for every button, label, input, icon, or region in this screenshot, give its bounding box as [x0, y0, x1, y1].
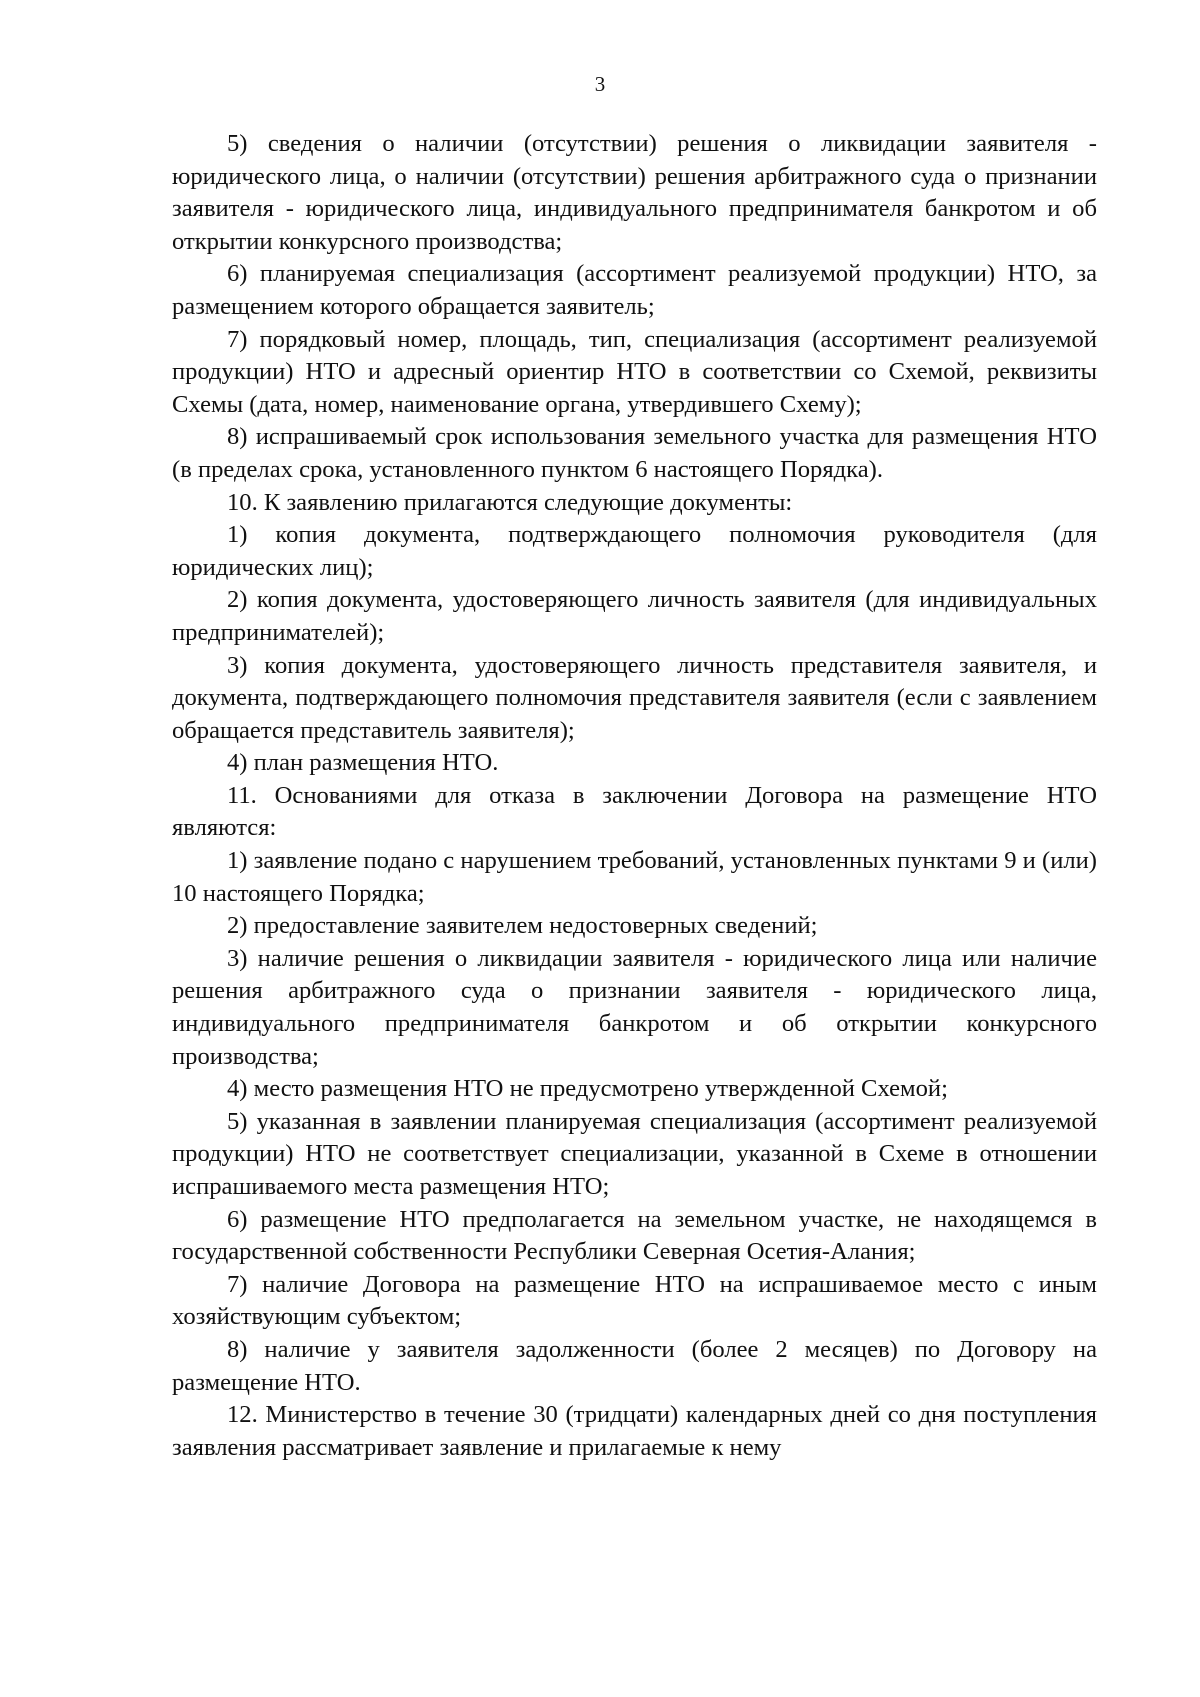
- paragraph-clause-11: 11. Основаниями для отказа в заключении Договора на размещение НТО являются:: [172, 781, 1097, 842]
- paragraph-clause-11-item-5: 5) указанная в заявлении планируемая специализация (ассортимент реализуемой продукции) НТО не соответствует специализации, указанной в Схеме в отношении испрашиваемого места размещения НТО;: [172, 1107, 1097, 1200]
- paragraph-clause-10-item-1: 1) копия документа, подтверждающего полномочия руководителя (для юридических лиц);: [172, 521, 1097, 581]
- paragraph-clause-10: 10. К заявлению прилагаются следующие документы:: [227, 488, 793, 516]
- paragraph-clause-11-item-2: 2) предоставление заявителем недостоверных сведений;: [227, 912, 818, 940]
- paragraph-clause-11-item-1: 1) заявление подано с нарушением требований, установленных пунктами 9 и (или) 10 настоящего Порядка;: [172, 847, 1097, 907]
- paragraph-clause-11-item-3: 3) наличие решения о ликвидации заявителя - юридического лица или наличие решения арбитражного суда о признании заявителя - юридического лица, индивидуального предпринимателя банкротом и об открытии конкурсного производства;: [172, 944, 1097, 1070]
- paragraph-clause-12: 12. Министерство в течение 30 (тридцати) календарных дней со дня поступления заявления рассматривает заявление и прилагаемые к нему: [172, 1401, 1097, 1461]
- paragraph-item-7: 7) порядковый номер, площадь, тип, специализация (ассортимент реализуемой продукции) НТО и адресный ориентир НТО в соответствии со Схемой, реквизиты Схемы (дата, номер, наименование органа, утвердившего Схему);: [172, 325, 1097, 418]
- paragraph-clause-11-item-6: 6) размещение НТО предполагается на земельном участке, не находящемся в государственной собственности Республики Северная Осетия-Алания;: [172, 1205, 1097, 1266]
- paragraph-clause-10-item-4: 4) план размещения НТО.: [227, 749, 499, 777]
- paragraph-clause-10-item-3: 3) копия документа, удостоверяющего личность представителя заявителя, и документа, подтверждающего полномочия представителя заявителя (если с заявлением обращается представитель заявителя);: [172, 651, 1097, 744]
- page-number: 3: [594, 72, 606, 96]
- paragraph-item-8: 8) испрашиваемый срок использования земельного участка для размещения НТО (в пределах срока, установленного пунктом 6 настоящего Порядка).: [172, 423, 1097, 483]
- paragraph-clause-10-item-2: 2) копия документа, удостоверяющего личность заявителя (для индивидуальных предпринимателей);: [172, 586, 1097, 646]
- paragraph-clause-11-item-7: 7) наличие Договора на размещение НТО на испрашиваемое место с иным хозяйствующим субъектом;: [172, 1270, 1097, 1331]
- paragraph-item-5: 5) сведения о наличии (отсутствии) решения о ликвидации заявителя - юридического лица, о наличии (отсутствии) решения арбитражного суда о признании заявителя - юридического лица, индивидуального предпринимателя банкротом и об открытии конкурсного производства;: [172, 130, 1097, 255]
- paragraph-clause-11-item-8: 8) наличие у заявителя задолженности (более 2 месяцев) по Договору на размещение НТО.: [172, 1335, 1097, 1396]
- document-body: [172, 128, 1097, 1464]
- paragraph-item-6: 6) планируемая специализация (ассортимент реализуемой продукции) НТО, за размещением которого обращается заявитель;: [172, 260, 1097, 320]
- paragraph-clause-11-item-4: 4) место размещения НТО не предусмотрено утвержденной Схемой;: [227, 1075, 948, 1103]
